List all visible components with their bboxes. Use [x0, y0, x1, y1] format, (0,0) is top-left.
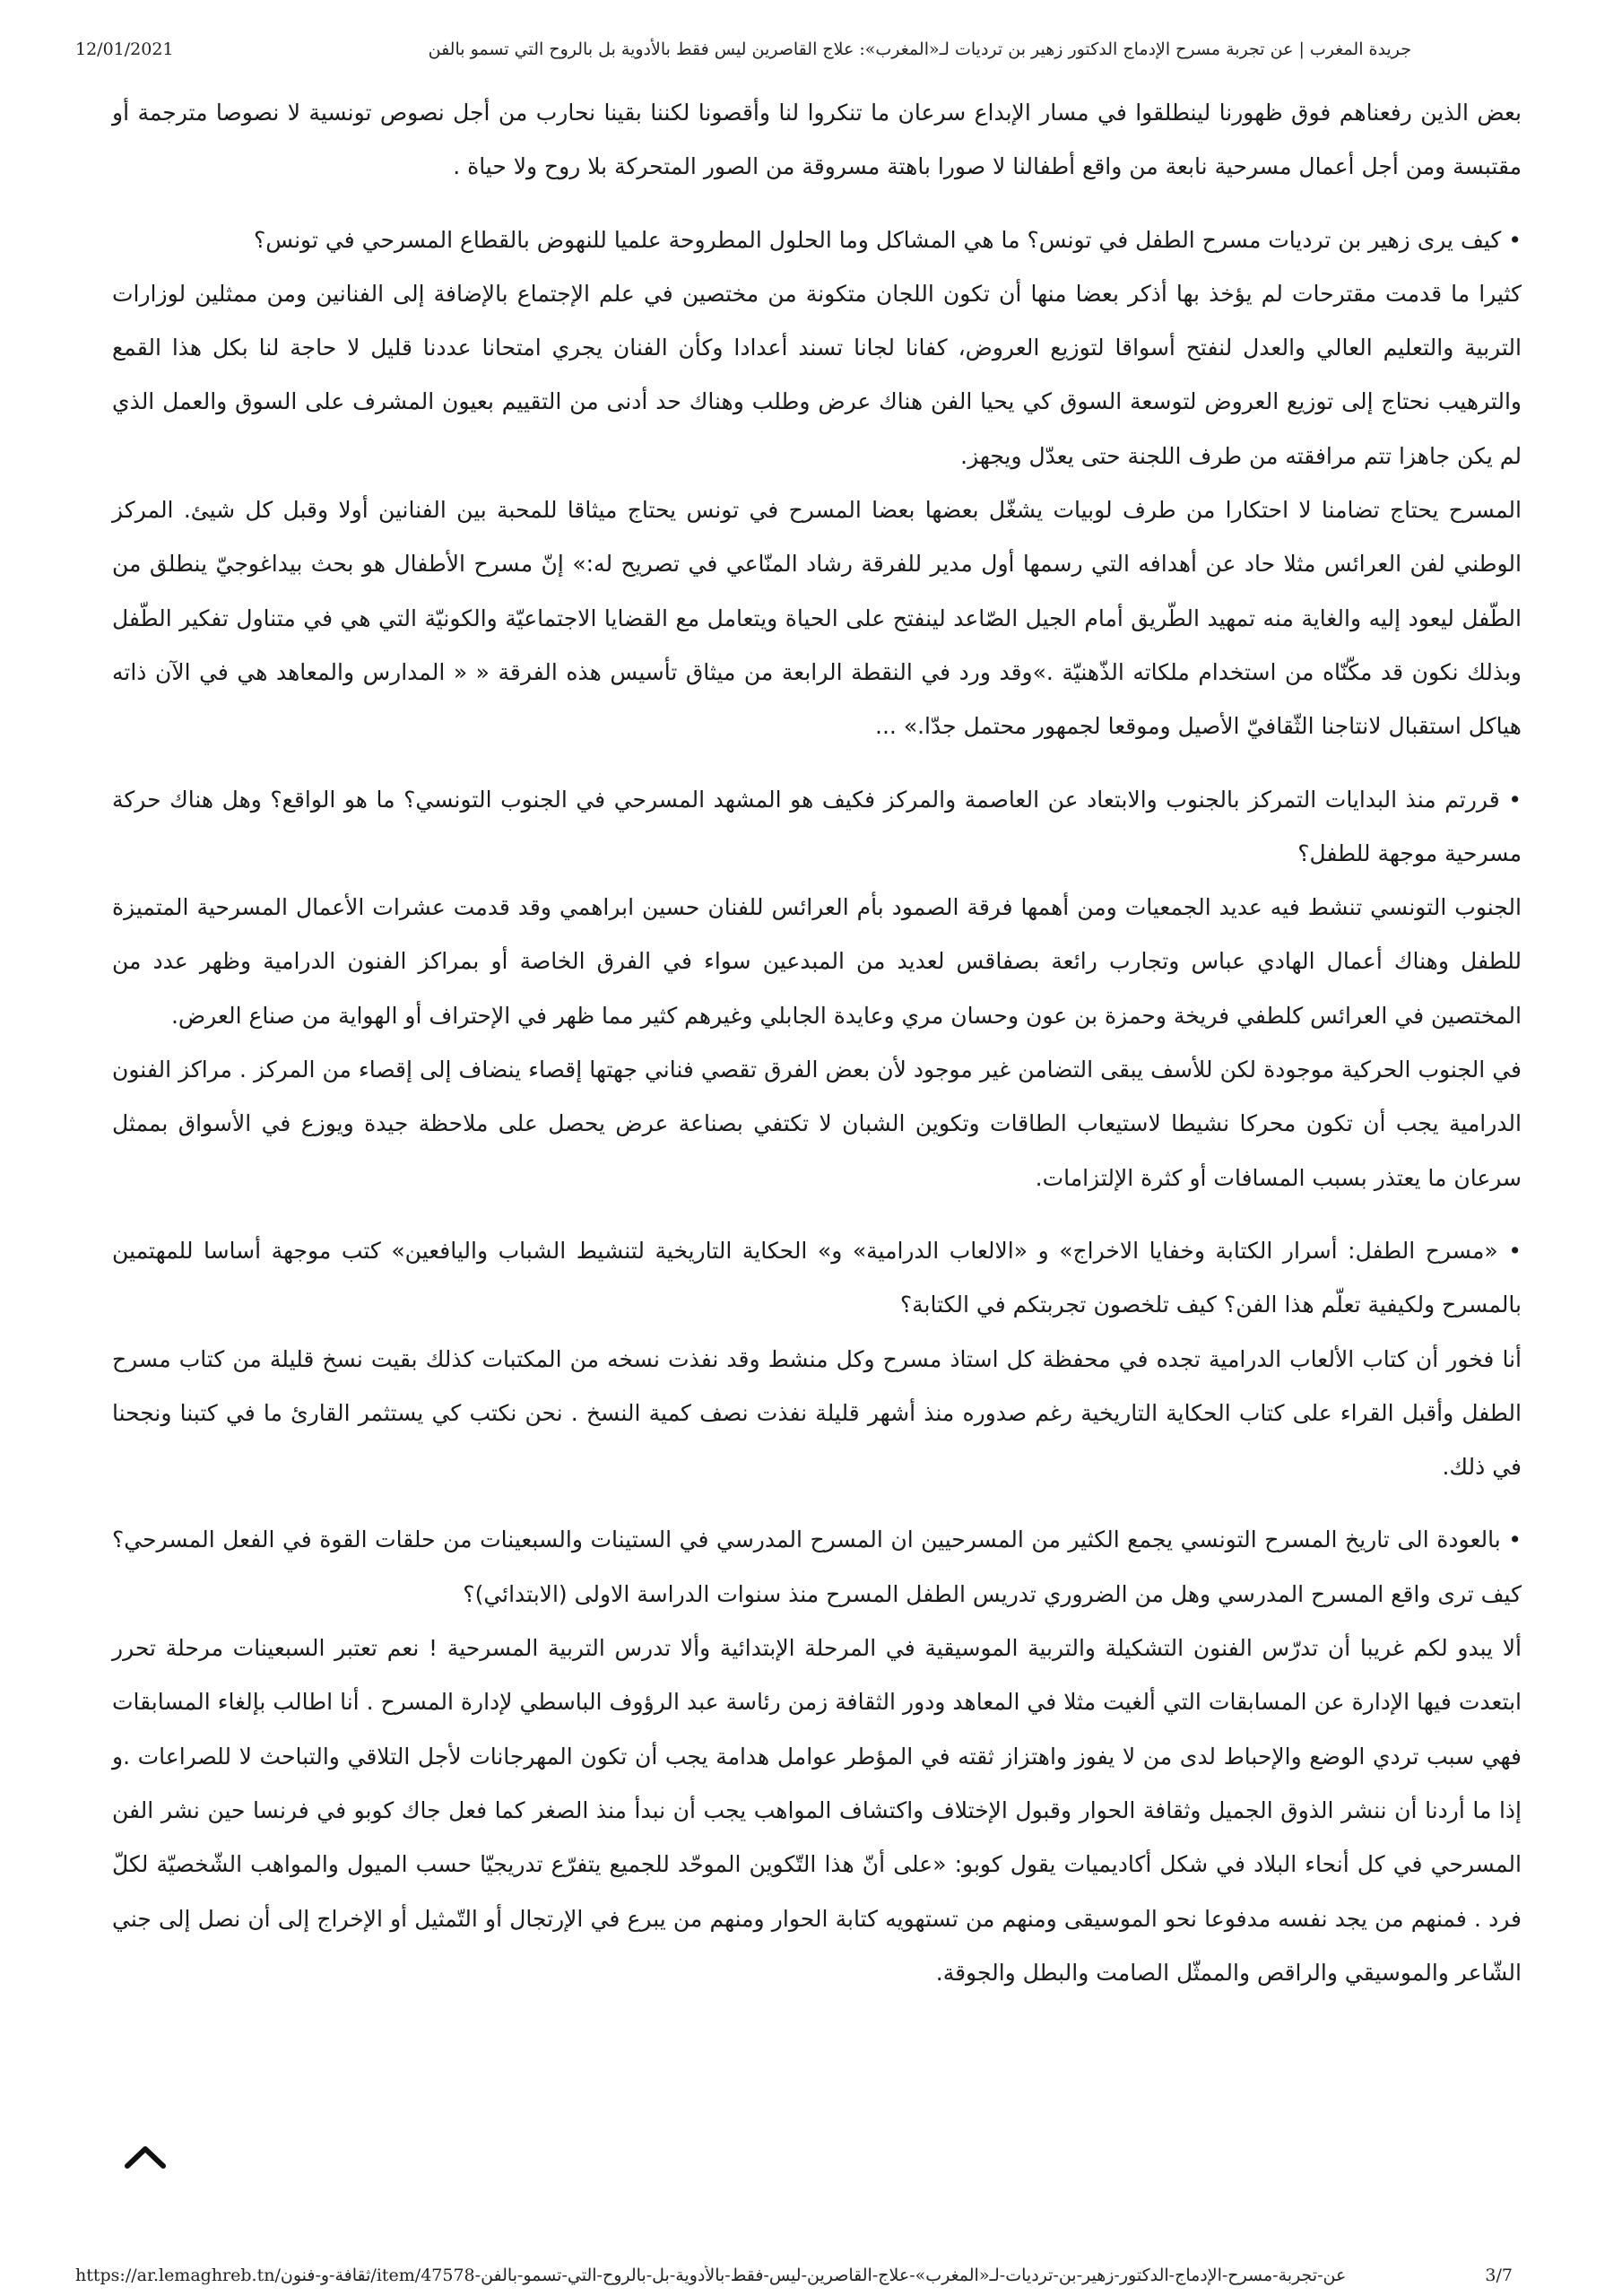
bullet-icon: • [1508, 1237, 1522, 1264]
interview-question [112, 773, 1522, 882]
print-date: 12/01/2021 [75, 39, 174, 59]
page-number: 3/7 [1485, 2266, 1513, 2285]
answer-paragraph: ألا يبدو لكم غريبا أن تدرّس الفنون التشكيلة والتربية الموسيقية في المرحلة الإبتدائية وألا تدرس التربية المسرحية ! نعم تعتبر السبعينات مرحلة تحرر ابتعدت فيها الإدارة عن المسابقات التي ألغيت مثلا في المعاهد ودور الثقافة زمن رئاسة عبد الرؤوف الباسطي لإدارة المسرح . أنا اطالب بإلغاء المسابقات فهي سبب تردي الوضع والإحباط لدى من لا يفوز واهتزاز ثقته في المؤطر عوامل هدامة يجب أن تكون المهرجانات لأجل التلاقي والتباحث لا للصراعات .و إذا ما أردنا أن ننشر الذوق الجميل وثقافة الحوار وقبول الإختلاف واكتشاف المواهب يجب أن نبدأ منذ الصغر كما فعل جاك كوبو في فرنسا حين نشر الفن المسرحي في كل أنحاء البلاد في شكل أكاديميات يقول كوبو: «على أنّ هذا التّكوين الموحّد للجميع يتفرّع تدريجيّا حسب الميول والمواهب الشّخصيّة لكلّ فرد . فمنهم من يجد نفسه مدفوعا نحو الموسيقى ومنهم من تستهويه كتابة الحوار ومنهم من يبرع في الإرتجال أو التّمثيل أو الإخراج إلى أن نصل إلى جني الشّاعر والموسيقي والراقص والممثّل الصامت والبطل والجوقة. [112, 1635, 1522, 1986]
bullet-icon: • [1508, 786, 1522, 813]
answer-paragraph: المسرح يحتاج تضامنا لا احتكارا من طرف لوبيات يشغّل بعضها بعضا المسرح في تونس يحتاج ميثاقا للمحبة بين الفنانين أولا وقبل كل شيئ. المركز الوطني لفن العرائس مثلا حاد عن أهدافه التي رسمها أول مدير للفرقة رشاد المنّاعي في تصريح له:» إنّ مسرح الأطفال هو بحث بيداغوجيّ ينطلق من الطّفل ليعود إليه والغاية منه تمهيد الطّريق أمام الجيل الصّاعد لينفتح على الحياة ويتعامل مع القضايا الاجتماعيّة والكونيّة التي هي في متناول تفكير الطّفل وبذلك نكون قد مكّنّاه من استخدام ملكاته الذّهنيّة .»وقد ورد في النقطة الرابعة من ميثاق تأسيس هذه الفرقة « « المدارس والمعاهد هي في الآن ذاته هياكل استقبال لانتاجنا الثّقافيّ الأصيل وموقعا لجمهور محتمل جدّا.» ... [112, 497, 1522, 740]
scroll-to-top-button[interactable] [109, 2130, 181, 2184]
interview-question [112, 1513, 1522, 1622]
print-footer [0, 2260, 1622, 2296]
paragraph: بعض الذين رفعناهم فوق ظهورنا لينطلقوا في مسار الإبداع سرعان ما تنكروا لنا وأقصونا لكننا بقينا نحارب من أجل نصوص تونسية لا نصوصا مترجمة أو مقتبسة ومن أجل أعمال مسرحية نابعة من واقع أطفالنا لا صورا باهتة مسروقة من الصور المتحركة بلا روح ولا حياة . [112, 100, 1522, 180]
question-text: «مسرح الطفل: أسرار الكتابة وخفايا الاخراج» و «الالعاب الدرامية» و» الحكاية التاريخية لتنشيط الشباب واليافعين» كتب موجهة أساسا للمهتمين بالمسرح ولكيفية تعلّم هذا الفن؟ كيف تلخصون تجربتكم في الكتابة؟ [112, 1237, 1522, 1318]
answer-paragraph: الجنوب التونسي تنشط فيه عديد الجمعيات ومن أهمها فرقة الصمود بأم العرائس للفنان حسين ابراهمي وقد قدمت عشرات الأعمال المسرحية المتميزة للطفل وهناك أعمال الهادي عباس وتجارب رائعة بصفاقس لعديد من المبدعين سواء في الفرق الخاصة أو بمراكز الفنون الدرامية وظهر عدد من المختصين في العرائس كلطفي فريخة وحمزة بن عون وحسان مري وعايدة الجابلي وغيرهم كثير مما ظهر في الإحتراف أو الهواية من صناع العرض. [112, 894, 1522, 1029]
interview-question [112, 1224, 1522, 1333]
question-text: قررتم منذ البدايات التمركز بالجنوب والابتعاد عن العاصمة والمركز فكيف هو المشهد المسرحي في الجنوب التونسي؟ ما هو الواقع؟ وهل هناك حركة مسرحية موجهة للطفل؟ [112, 786, 1522, 866]
page-title: جريدة المغرب | عن تجربة مسرح الإدماج الدكتور زهير بن ترديات لـ«المغرب»: علاج القاصرين ليس فقط بالأدوية بل بالروح التي تسمو بالفن [428, 39, 1411, 59]
page-url: https://ar.lemaghreb.tn/ثقافة-و-فنون/item/47578-عن-تجربة-مسرح-الإدماج-الدكتور-زهير-بن-ترديات-لـ«المغرب»-علاج-القاصرين-ليس-فقط-بالأدوية-بل-بالروح-التي-تسمو-بالفن [75, 2266, 1347, 2285]
answer-paragraph: في الجنوب الحركية موجودة لكن للأسف يبقى التضامن غير موجود لأن بعض الفرق تقصي فناني جهتها إقصاء ينضاف إلى إقصاء من المركز . مراكز الفنون الدرامية يجب أن تكون محركا نشيطا لاستيعاب الطاقات وتكوين الشبان لا تكتفي بصناعة عرض يحصل على ملاحظة جيدة ويوزع في الأسواق بممثل سرعان ما يعتذر بسبب المسافات أو كثرة الإلتزامات. [112, 1057, 1522, 1191]
answer-paragraph: أنا فخور أن كتاب الألعاب الدرامية تجده في محفظة كل استاذ مسرح وكل منشط وقد نفذت نسخه من المكتبات كذلك بقيت نسخ قليلة من كتاب مسرح الطفل وأقبل القراء على كتاب الحكاية التاريخية رغم صدوره منذ أشهر قليلة نفذت نصف كمية النسخ . نحن نكتب كي يستثمر القارئ ما في كتبنا ونجحنا في ذلك. [112, 1345, 1522, 1481]
interview-question [112, 213, 1522, 267]
question-text: بالعودة الى تاريخ المسرح التونسي يجمع الكثير من المسرحيين ان المسرح المدرسي في الستينات والسبعينات من حلقات القوة في الفعل المسرحي؟ كيف ترى واقع المسرح المدرسي وهل من الضروري تدريس الطفل المسرح منذ سنوات الدراسة الاولى (الابتدائي)؟ [112, 1526, 1522, 1607]
question-text: كيف يرى زهير بن ترديات مسرح الطفل في تونس؟ ما هي المشاكل وما الحلول المطروحة علميا للنهوض بالقطاع المسرحي في تونس؟ [253, 226, 1502, 253]
chevron-up-icon [124, 2144, 167, 2170]
print-header [0, 0, 1622, 81]
article-body [112, 86, 1522, 2000]
answer-paragraph: كثيرا ما قدمت مقترحات لم يؤخذ بها أذكر بعضا منها أن تكون اللجان متكونة من مختصين في علم الإجتماع بالإضافة إلى الفنانين ومن ممثلين لوزارات التربية والتعليم العالي والعدل لنفتح أسواقا لتوزيع العروض، كفانا لجانا تسند أعدادا وكأن الفنان يجري امتحانا عددنا قليل لا حاجة لنا بكل هذا القمع والترهيب نحتاج إلى توزيع العروض لتوسعة السوق كي يحيا الفن هناك عرض وطلب وهناك حد أدنى من التقييم بعيون المشرف على السوق والعمل الذي لم يكن جاهزا تتم مرافقته من طرف اللجنة حتى يعدّل ويجهز. [112, 280, 1522, 469]
bullet-icon: • [1508, 226, 1522, 253]
bullet-icon: • [1508, 1526, 1522, 1553]
